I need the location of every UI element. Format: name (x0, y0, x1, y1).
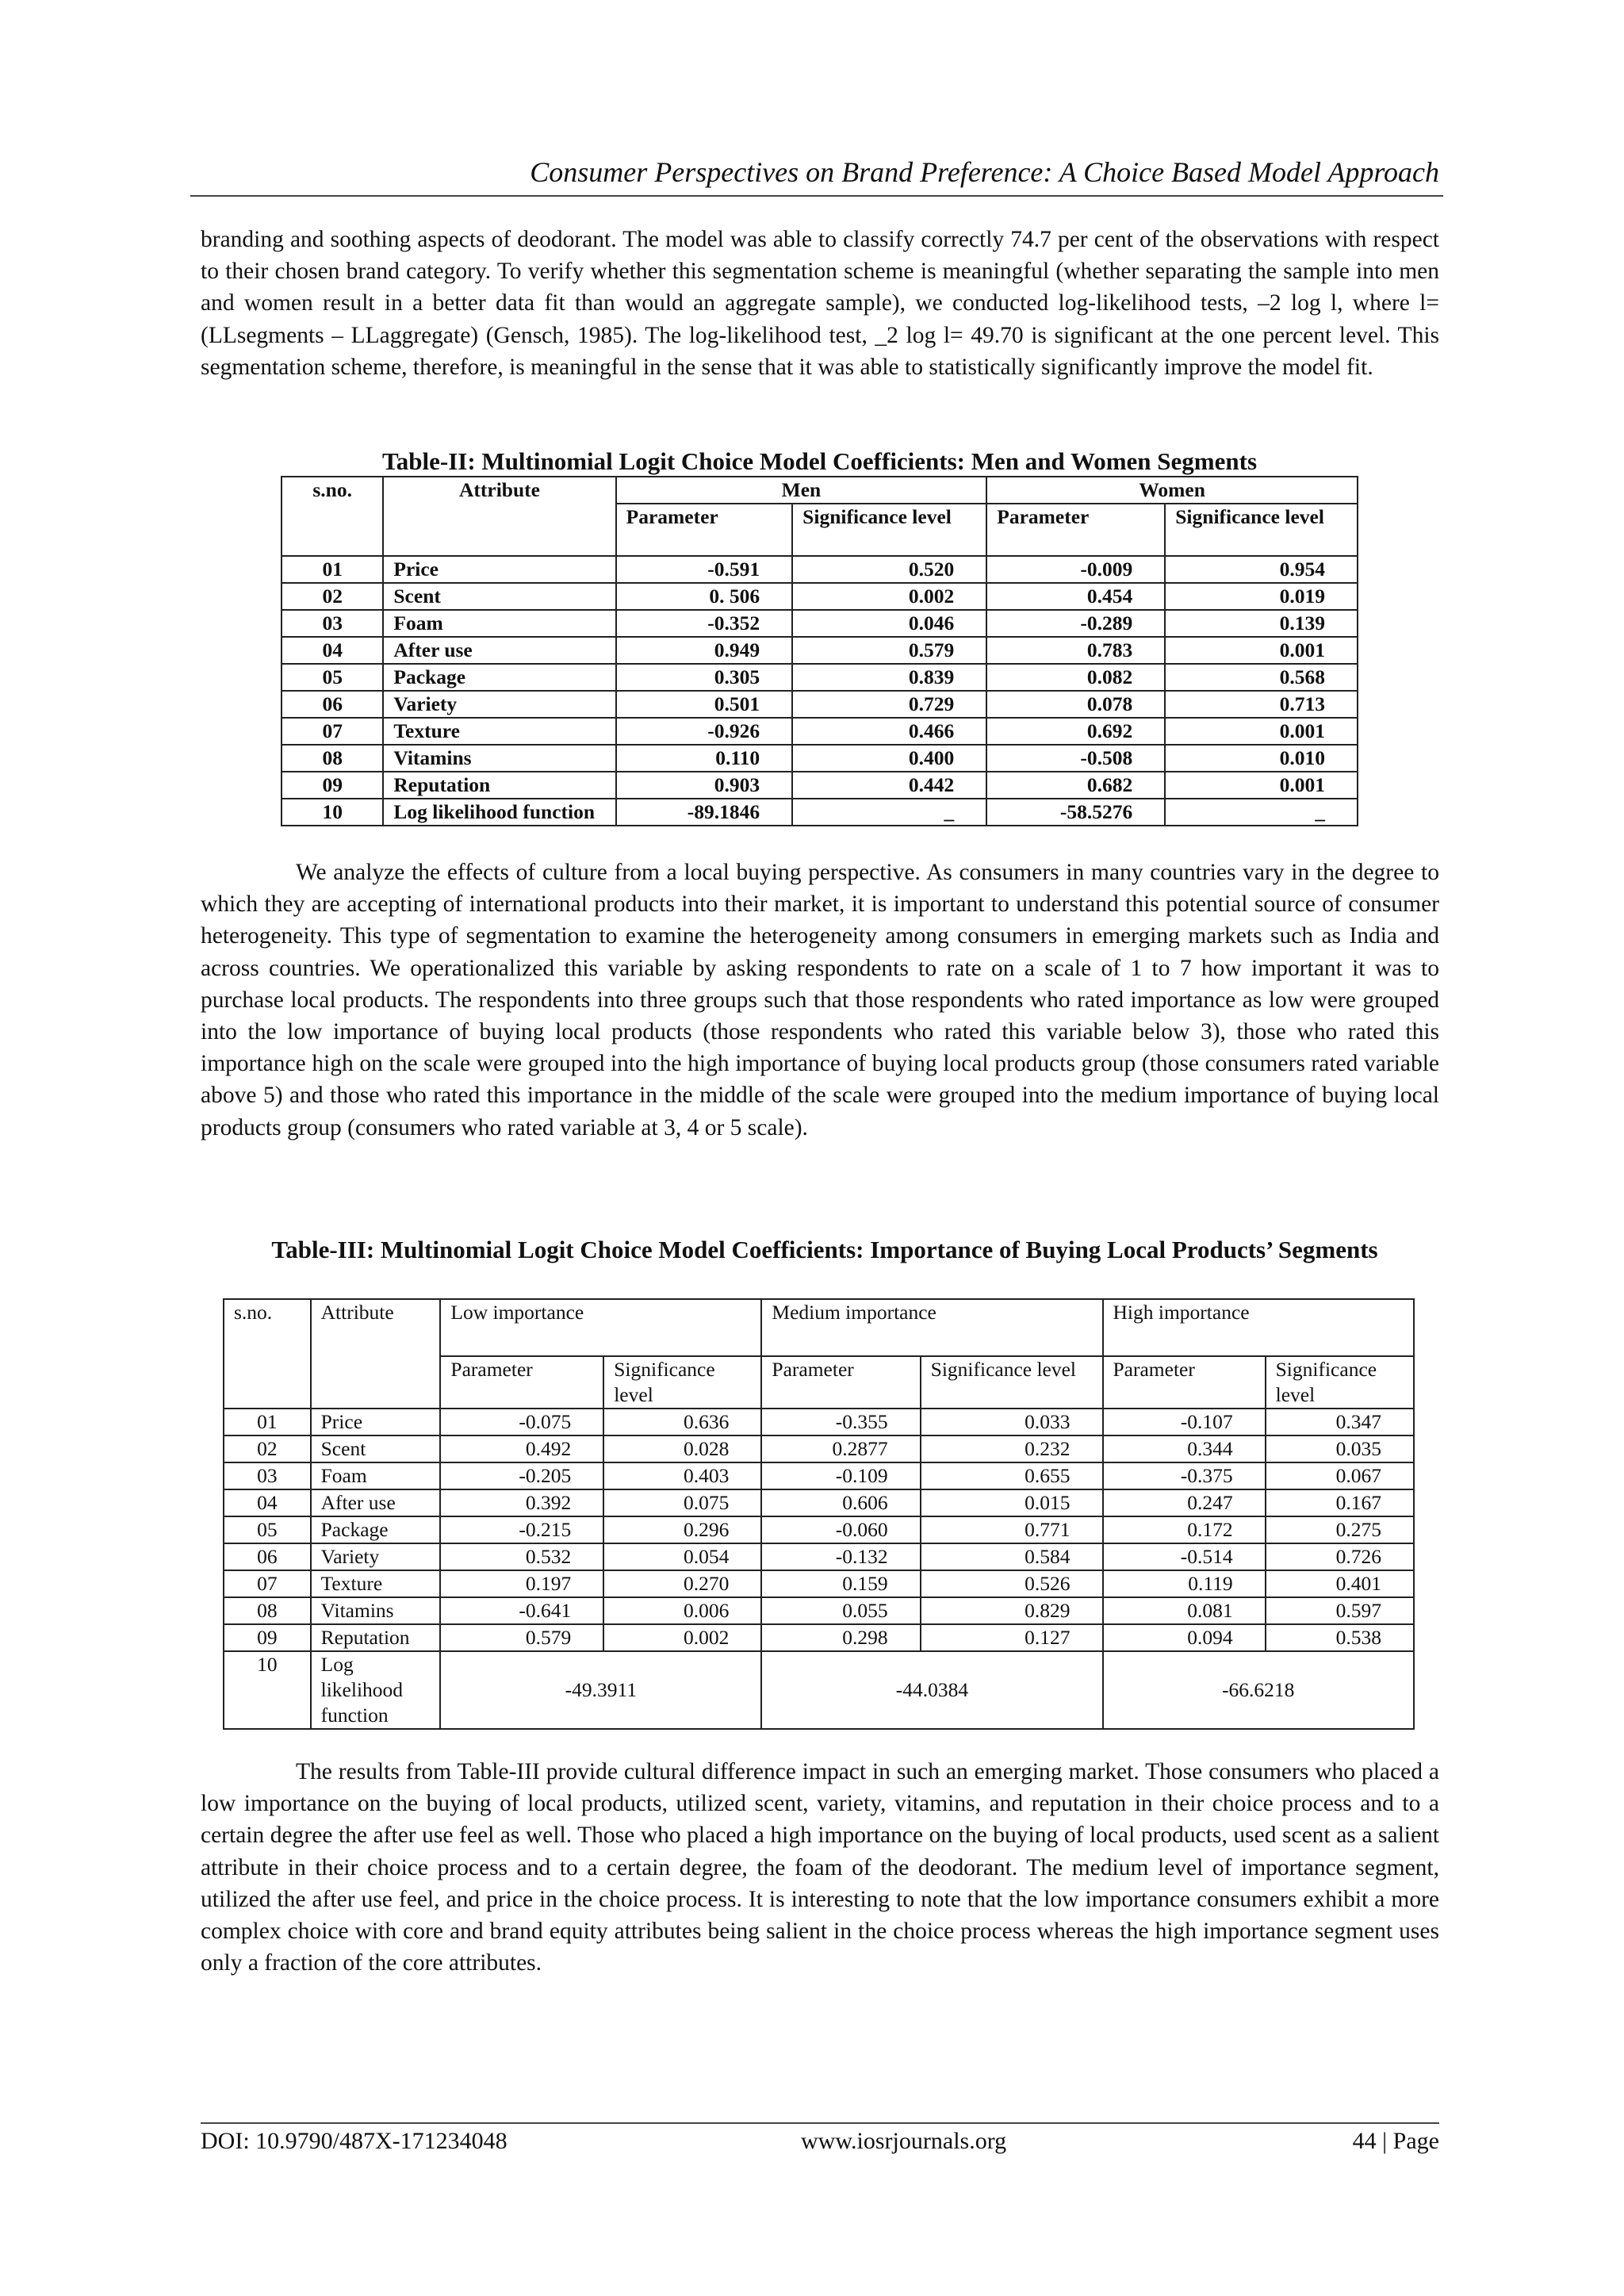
cell-significance: 0.520 (792, 556, 986, 583)
cell-significance: 0.002 (792, 583, 986, 610)
cell-significance: 0.001 (1165, 772, 1358, 799)
cell-significance: 0.035 (1266, 1435, 1414, 1462)
cell-significance: 0.442 (792, 772, 986, 799)
cell-significance: 0.275 (1266, 1516, 1414, 1543)
table-local-importance (223, 1298, 1415, 1730)
cell-parameter: 0.298 (761, 1624, 920, 1651)
cell-significance: 0.403 (603, 1462, 761, 1489)
header-men: Men (616, 477, 987, 504)
cell-parameter: 0.392 (440, 1489, 603, 1516)
cell-significance: 0.771 (921, 1516, 1103, 1543)
cell-sno: 05 (282, 664, 383, 691)
cell-parameter: 0.055 (761, 1597, 920, 1624)
cell-sno: 03 (282, 610, 383, 637)
cell-sno: 08 (224, 1597, 311, 1624)
table-row (224, 1489, 1414, 1516)
table-row (282, 556, 1358, 583)
header-sno: s.no. (224, 1299, 311, 1409)
table-row (282, 745, 1358, 772)
header-parameter: Parameter (1103, 1356, 1266, 1409)
cell-parameter: 0.692 (986, 718, 1165, 745)
cell-loglik-high: -66.6218 (1103, 1651, 1415, 1729)
cell-sno: 01 (282, 556, 383, 583)
cell-parameter: 0.344 (1103, 1435, 1266, 1462)
cell-significance: 0.636 (603, 1409, 761, 1435)
cell-attribute: Log likelihood function (383, 799, 615, 826)
cell-attribute: Reputation (311, 1624, 441, 1651)
cell-parameter: -0.926 (616, 718, 793, 745)
cell-attribute: Package (311, 1516, 441, 1543)
table-row (224, 1409, 1414, 1435)
cell-attribute: Foam (383, 610, 615, 637)
cell-significance: 0.002 (603, 1624, 761, 1651)
cell-significance: 0.729 (792, 691, 986, 718)
cell-sno: 02 (224, 1435, 311, 1462)
table-row (224, 1543, 1414, 1570)
cell-parameter: -0.107 (1103, 1409, 1266, 1435)
footer-divider (201, 2122, 1439, 2124)
cell-parameter: 0.078 (986, 691, 1165, 718)
header-significance: Significance level (1165, 504, 1358, 556)
cell-sno: 06 (282, 691, 383, 718)
cell-significance: 0.829 (921, 1597, 1103, 1624)
footer-doi: DOI: 10.9790/487X-171234048 (201, 2128, 508, 2154)
cell-parameter: 0.172 (1103, 1516, 1266, 1543)
cell-significance: 0.075 (603, 1489, 761, 1516)
header-parameter: Parameter (986, 504, 1165, 556)
cell-significance: 0.655 (921, 1462, 1103, 1489)
cell-parameter: 0. 506 (616, 583, 793, 610)
header-medium-importance: Medium importance (761, 1299, 1102, 1356)
table-row (224, 1462, 1414, 1489)
cell-parameter: 0.532 (440, 1543, 603, 1570)
cell-sno: 10 (224, 1651, 311, 1729)
cell-parameter: 0.110 (616, 745, 793, 772)
header-low-importance: Low importance (440, 1299, 761, 1356)
cell-parameter: 0.949 (616, 637, 793, 664)
cell-significance: 0.232 (921, 1435, 1103, 1462)
cell-attribute: Price (311, 1409, 441, 1435)
header-significance: Significance level (921, 1356, 1103, 1409)
cell-significance: 0.713 (1165, 691, 1358, 718)
cell-attribute: Vitamins (383, 745, 615, 772)
cell-significance: 0.401 (1266, 1570, 1414, 1597)
cell-parameter: 0.119 (1103, 1570, 1266, 1597)
header-significance: Significance level (792, 504, 986, 556)
cell-significance: 0.033 (921, 1409, 1103, 1435)
header-parameter: Parameter (440, 1356, 603, 1409)
cell-significance: 0.015 (921, 1489, 1103, 1516)
cell-parameter: -0.591 (616, 556, 793, 583)
header-significance: Significance level (1266, 1356, 1414, 1409)
cell-attribute: Scent (311, 1435, 441, 1462)
footer-website: www.iosrjournals.org (801, 2128, 1007, 2154)
cell-sno: 06 (224, 1543, 311, 1570)
cell-significance: 0.538 (1266, 1624, 1414, 1651)
cell-sno: 02 (282, 583, 383, 610)
cell-sno: 09 (224, 1624, 311, 1651)
cell-sno: 10 (282, 799, 383, 826)
cell-attribute: Texture (383, 718, 615, 745)
cell-parameter: 0.783 (986, 637, 1165, 664)
cell-parameter: -0.075 (440, 1409, 603, 1435)
cell-parameter: 0.197 (440, 1570, 603, 1597)
cell-significance: 0.568 (1165, 664, 1358, 691)
cell-parameter: 0.454 (986, 583, 1165, 610)
cell-significance: 0.046 (792, 610, 986, 637)
cell-parameter: 0.501 (616, 691, 793, 718)
cell-significance: 0.839 (792, 664, 986, 691)
cell-significance: 0.001 (1165, 718, 1358, 745)
cell-attribute: After use (383, 637, 615, 664)
cell-parameter: -0.375 (1103, 1462, 1266, 1489)
cell-attribute: Variety (383, 691, 615, 718)
table-row (282, 772, 1358, 799)
cell-significance: 0.726 (1266, 1543, 1414, 1570)
table-row (224, 1570, 1414, 1597)
paragraph-1: branding and soothing aspects of deodorant. The model was able to classify correctly 74.7 per cent of the observations with respect to their chosen brand category. To verify whether this segmentation scheme is meaningful (whether separating the sample into men and women result in a better data fit than would an aggregate sample), we conducted log-likelihood tests, –2 log l, where l=(LLsegments – LLaggregate) (Gensch, 1985). The log-likelihood test, _2 log l= 49.70 is significant at the one percent level. This segmentation scheme, therefore, is meaningful in the sense that it was able to statistically significantly improve the model fit. (201, 227, 1439, 380)
cell-sno: 08 (282, 745, 383, 772)
cell-parameter: -0.514 (1103, 1543, 1266, 1570)
cell-significance: 0.006 (603, 1597, 761, 1624)
cell-parameter: -0.205 (440, 1462, 603, 1489)
cell-parameter: -0.215 (440, 1516, 603, 1543)
cell-sno: 07 (282, 718, 383, 745)
header-women: Women (986, 477, 1358, 504)
header-parameter: Parameter (616, 504, 793, 556)
cell-parameter: -0.109 (761, 1462, 920, 1489)
table3-title: Table-III: Multinomial Logit Choice Model Coefficients: Importance of Buying Local Products’ Segments (271, 1236, 1378, 1263)
header-divider (190, 195, 1443, 197)
cell-significance: 0.579 (792, 637, 986, 664)
running-header: Consumer Perspectives on Brand Preference: A Choice Based Model Approach (530, 156, 1439, 188)
cell-significance: 0.584 (921, 1543, 1103, 1570)
cell-parameter: -0.508 (986, 745, 1165, 772)
cell-parameter: -0.132 (761, 1543, 920, 1570)
cell-parameter: 0.305 (616, 664, 793, 691)
cell-parameter: -58.5276 (986, 799, 1165, 826)
cell-significance: 0.270 (603, 1570, 761, 1597)
table-row (224, 1597, 1414, 1624)
cell-parameter: -0.060 (761, 1516, 920, 1543)
cell-attribute: Variety (311, 1543, 441, 1570)
cell-parameter: -0.289 (986, 610, 1165, 637)
table-row (224, 1435, 1414, 1462)
cell-significance: 0.010 (1165, 745, 1358, 772)
header-parameter: Parameter (761, 1356, 920, 1409)
cell-parameter: 0.2877 (761, 1435, 920, 1462)
cell-significance: 0.127 (921, 1624, 1103, 1651)
cell-significance: 0.296 (603, 1516, 761, 1543)
table-row-loglik (224, 1651, 1414, 1729)
cell-sno: 01 (224, 1409, 311, 1435)
cell-significance: 0.054 (603, 1543, 761, 1570)
cell-parameter: -0.352 (616, 610, 793, 637)
footer-page-number: 44 | Page (1352, 2128, 1439, 2154)
table-row (282, 691, 1358, 718)
table-row (282, 799, 1358, 826)
cell-significance: 0.597 (1266, 1597, 1414, 1624)
table-row (282, 583, 1358, 610)
cell-significance: _ (792, 799, 986, 826)
cell-parameter: 0.082 (986, 664, 1165, 691)
cell-sno: 03 (224, 1462, 311, 1489)
cell-attribute: Package (383, 664, 615, 691)
header-attribute: Attribute (311, 1299, 441, 1409)
cell-significance: 0.167 (1266, 1489, 1414, 1516)
cell-attribute: Texture (311, 1570, 441, 1597)
table-row (224, 1516, 1414, 1543)
header-significance: Significance level (603, 1356, 761, 1409)
cell-parameter: 0.081 (1103, 1597, 1266, 1624)
cell-parameter: 0.606 (761, 1489, 920, 1516)
cell-parameter: 0.094 (1103, 1624, 1266, 1651)
cell-sno: 09 (282, 772, 383, 799)
cell-attribute: Log likelihood function (311, 1651, 441, 1729)
cell-attribute: Vitamins (311, 1597, 441, 1624)
cell-attribute: Foam (311, 1462, 441, 1489)
table-row (282, 718, 1358, 745)
table-row (224, 1624, 1414, 1651)
cell-parameter: -0.355 (761, 1409, 920, 1435)
cell-loglik-medium: -44.0384 (761, 1651, 1102, 1729)
cell-parameter: 0.247 (1103, 1489, 1266, 1516)
cell-significance: 0.001 (1165, 637, 1358, 664)
cell-parameter: -89.1846 (616, 799, 793, 826)
cell-significance: 0.400 (792, 745, 986, 772)
cell-significance: 0.019 (1165, 583, 1358, 610)
cell-significance: 0.526 (921, 1570, 1103, 1597)
table-row (282, 664, 1358, 691)
cell-significance: 0.466 (792, 718, 986, 745)
cell-sno: 04 (224, 1489, 311, 1516)
cell-sno: 05 (224, 1516, 311, 1543)
table-row (282, 610, 1358, 637)
header-attribute: Attribute (383, 477, 615, 556)
cell-loglik-low: -49.3911 (440, 1651, 761, 1729)
table-row (282, 637, 1358, 664)
cell-parameter: 0.903 (616, 772, 793, 799)
cell-attribute: After use (311, 1489, 441, 1516)
paragraph-3: The results from Table-III provide cultural difference impact in such an emerging market. Those consumers who placed a low importance on the buying of local products, utilized scent, variety, vitamins, and reputation in their choice process and to a certain degree the after use feel as well. Those who placed a high importance on the buying of local products, used scent as a salient attribute in their choice process and to a certain degree, the foam of the deodorant. The medium level of importance segment, utilized the after use feel, and price in the choice process. It is interesting to note that the low importance consumers exhibit a more complex choice with core and brand equity attributes being salient in the choice process whereas the high importance segment uses only a fraction of the core attributes. (201, 1759, 1439, 1976)
paragraph-2: We analyze the effects of culture from a local buying perspective. As consumers in many countries vary in the degree to which they are accepting of international products into their market, it is important to understand this potential source of consumer heterogeneity. This type of segmentation to examine the heterogeneity among consumers in emerging markets such as India and across countries. We operationalized this variable by asking respondents to rate on a scale of 1 to 7 how important it was to purchase local products. The respondents into three groups such that those respondents who rated importance as low were grouped into the low importance of buying local products (those respondents who rated this variable below 3), those who rated this importance high on the scale were grouped into the high importance of buying local products group (those consumers rated variable above 5) and those who rated this importance in the middle of the scale were grouped into the medium importance of buying local products group (consumers who rated variable at 3, 4 or 5 scale). (201, 860, 1439, 1140)
header-high-importance: High importance (1103, 1299, 1415, 1356)
cell-attribute: Price (383, 556, 615, 583)
cell-attribute: Scent (383, 583, 615, 610)
table2-title: Table-II: Multinomial Logit Choice Model Coefficients: Men and Women Segments (381, 447, 1258, 475)
cell-attribute: Reputation (383, 772, 615, 799)
cell-parameter: 0.682 (986, 772, 1165, 799)
cell-parameter: -0.641 (440, 1597, 603, 1624)
cell-parameter: 0.579 (440, 1624, 603, 1651)
cell-significance: 0.028 (603, 1435, 761, 1462)
cell-sno: 07 (224, 1570, 311, 1597)
cell-sno: 04 (282, 637, 383, 664)
cell-significance: _ (1165, 799, 1358, 826)
cell-parameter: 0.159 (761, 1570, 920, 1597)
cell-significance: 0.954 (1165, 556, 1358, 583)
cell-parameter: -0.009 (986, 556, 1165, 583)
header-sno: s.no. (282, 477, 383, 556)
cell-parameter: 0.492 (440, 1435, 603, 1462)
cell-significance: 0.347 (1266, 1409, 1414, 1435)
cell-significance: 0.067 (1266, 1462, 1414, 1489)
cell-significance: 0.139 (1165, 610, 1358, 637)
table-men-women (281, 476, 1358, 826)
